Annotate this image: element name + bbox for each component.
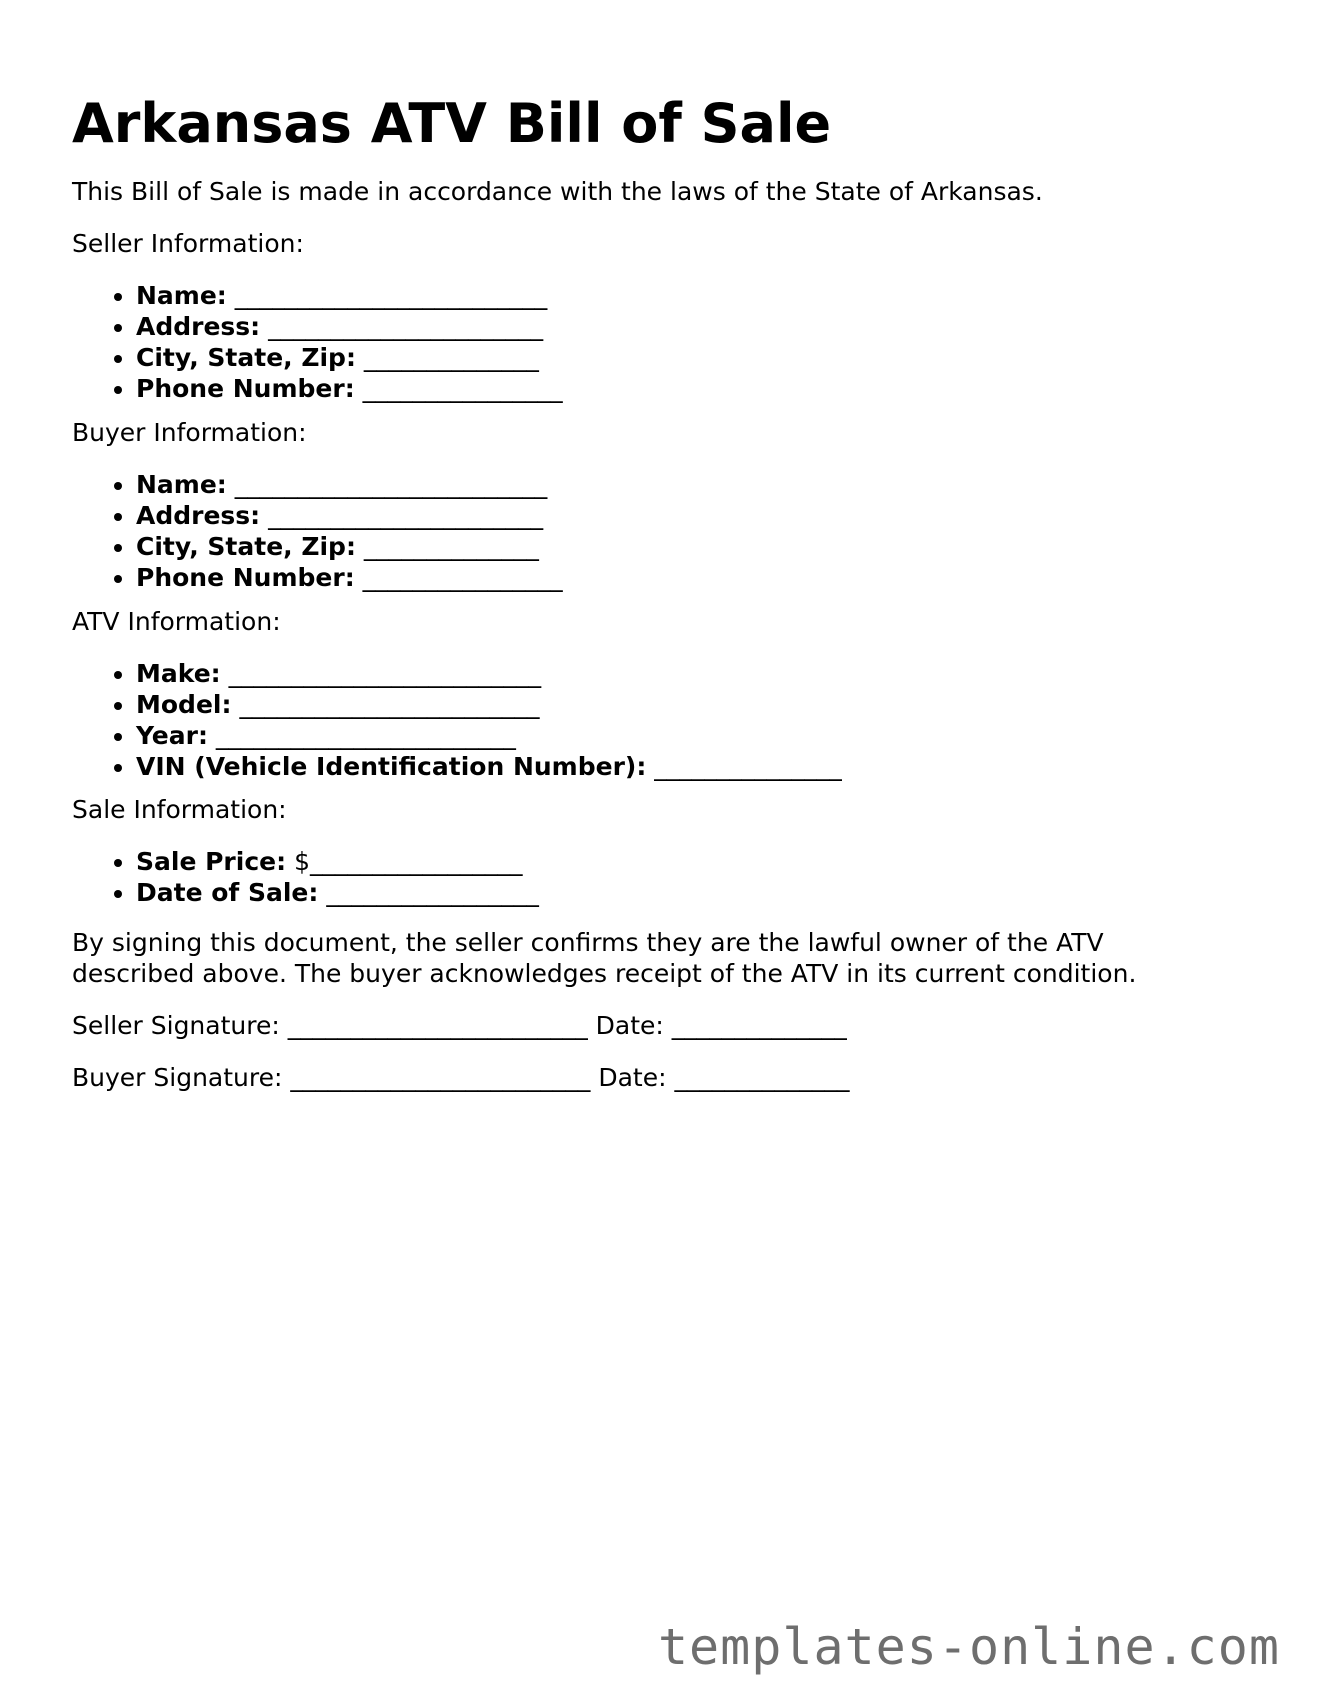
intro-text: This Bill of Sale is made in accordance with the laws of the State of Arkansas. [72,177,1043,206]
seller-phone-field: • Phone Number: ________________ [136,373,563,404]
buyer-name-field: • Name: _________________________ [136,469,563,500]
buyer-signature-line: Buyer Signature: ________________________ Date: ______________ [72,1063,850,1092]
sale-heading: Sale Information: [72,795,287,824]
acknowledgement-line-1: By signing this document, the seller confirms they are the lawful owner of the ATV [72,928,1104,957]
sale-date-field: • Date of Sale: _________________ [136,877,539,908]
sale-price-field: • Sale Price: $_________________ [136,846,539,877]
seller-fields [72,280,563,404]
watermark-text: templates-online.com [657,1618,1280,1676]
seller-signature-line: Seller Signature: ________________________ Date: ______________ [72,1011,847,1040]
seller-heading: Seller Information: [72,229,304,258]
buyer-heading: Buyer Information: [72,418,307,447]
buyer-fields [72,469,563,593]
sale-fields [72,846,539,908]
document-title: Arkansas ATV Bill of Sale [72,92,832,155]
buyer-address-field: • Address: ______________________ [136,500,563,531]
atv-fields [72,658,842,782]
seller-city-state-zip-field: • City, State, Zip: ______________ [136,342,563,373]
atv-heading: ATV Information: [72,607,281,636]
atv-make-field: • Make: _________________________ [136,658,842,689]
seller-address-field: • Address: ______________________ [136,311,563,342]
atv-model-field: • Model: ________________________ [136,689,842,720]
buyer-city-state-zip-field: • City, State, Zip: ______________ [136,531,563,562]
atv-year-field: • Year: ________________________ [136,720,842,751]
seller-name-field: • Name: _________________________ [136,280,563,311]
atv-vin-field: • VIN (Vehicle Identification Number): _______________ [136,751,842,782]
acknowledgement-line-2: described above. The buyer acknowledges receipt of the ATV in its current condition. [72,959,1137,988]
buyer-phone-field: • Phone Number: ________________ [136,562,563,593]
